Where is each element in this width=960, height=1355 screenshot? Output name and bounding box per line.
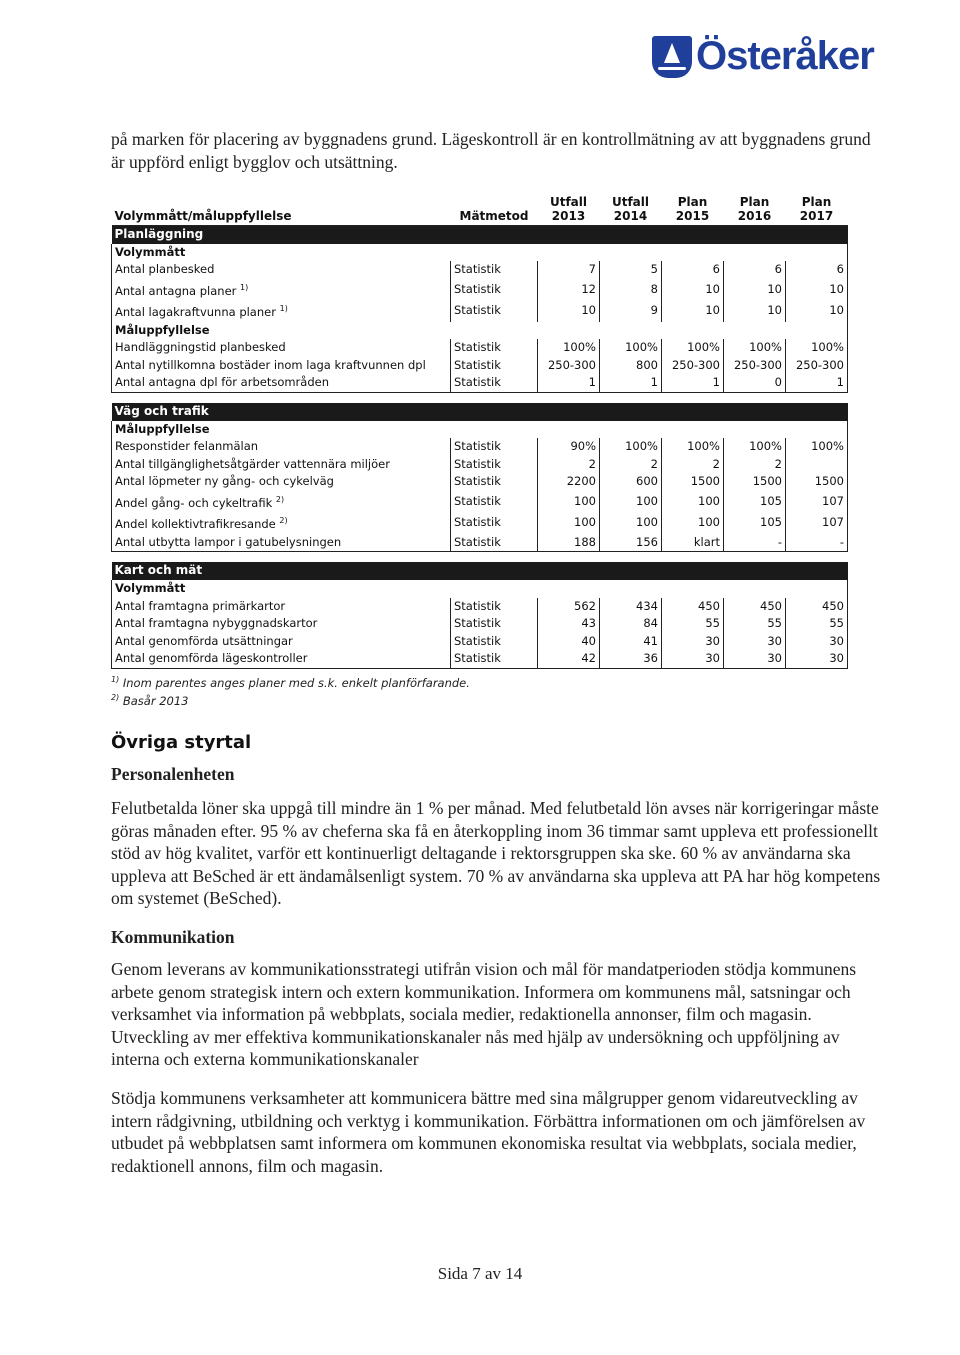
row-value: 450 — [724, 598, 786, 616]
table-header-row — [112, 195, 848, 226]
row-value: 30 — [724, 633, 786, 651]
row-method: Statistik — [451, 633, 538, 651]
row-value: 250-300 — [538, 357, 600, 375]
row-value: 6 — [662, 261, 724, 279]
row-value: 90% — [538, 438, 600, 456]
row-name: Antal utbytta lampor i gatubelysningen — [112, 534, 451, 552]
row-method: Statistik — [451, 456, 538, 474]
row-value: 2 — [538, 456, 600, 474]
row-value: 600 — [600, 473, 662, 491]
kommunikation-text-1: Genom leverans av kommunikationsstrategi utifrån vision och mål för mandatperioden stödja kommunens arbete genom strategisk intern och extern kommunikation. Informera om kommunens mål, satsningar och verksamhet via information på webbplats, sociala medier, redaktionella annonser, film och magasin. Utveckling av mer effektiva kommunikationskanaler nås med hjälp av undersökning och uppföljning av interna och externa kommunikationskanaler — [111, 959, 857, 1069]
row-value: 450 — [786, 598, 848, 616]
logo-text: Österåker — [696, 34, 874, 78]
row-value: 1 — [662, 374, 724, 392]
page-number: Sida 7 av 14 — [437, 1264, 523, 1283]
row-value: 30 — [786, 650, 848, 668]
row-value: 43 — [538, 615, 600, 633]
table-row — [112, 512, 848, 533]
section-title: Planläggning — [112, 226, 848, 244]
row-method: Statistik — [451, 438, 538, 456]
table-row — [112, 261, 848, 279]
group-label-row — [112, 322, 848, 340]
col-header-year: Plan 2017 — [786, 195, 848, 226]
row-method: Statistik — [451, 491, 538, 512]
row-value: 107 — [786, 491, 848, 512]
row-value: 188 — [538, 534, 600, 552]
row-value: 107 — [786, 512, 848, 533]
ovriga-styrtal-heading: Övriga styrtal — [111, 732, 252, 753]
row-value: 250-300 — [786, 357, 848, 375]
col-header-method: Mätmetod — [451, 195, 538, 226]
row-value: 2200 — [538, 473, 600, 491]
row-value: 100% — [724, 438, 786, 456]
row-value: 30 — [662, 633, 724, 651]
row-name: Andel kollektivtrafikresande $^{2)}$ — [112, 512, 451, 533]
row-value: 8 — [600, 279, 662, 300]
table-row — [112, 598, 848, 616]
row-method: Statistik — [451, 300, 538, 321]
row-value: 100% — [600, 438, 662, 456]
row-method: Statistik — [451, 473, 538, 491]
row-value: 100% — [724, 339, 786, 357]
section-spacer — [112, 552, 848, 563]
row-value: 2 — [600, 456, 662, 474]
section-header-row — [112, 403, 848, 421]
group-label: Måluppfyllelse — [112, 421, 848, 439]
row-method: Statistik — [451, 598, 538, 616]
table-row — [112, 438, 848, 456]
col-header-year: Utfall 2013 — [538, 195, 600, 226]
row-value: 42 — [538, 650, 600, 668]
row-name: Antal framtagna primärkartor — [112, 598, 451, 616]
row-value: 1500 — [724, 473, 786, 491]
table-row — [112, 374, 848, 392]
col-header-label: Volymmått/måluppfyllelse — [112, 195, 451, 226]
group-label-row — [112, 244, 848, 262]
kommunikation-heading: Kommunikation — [111, 927, 235, 947]
row-value: 10 — [662, 279, 724, 300]
row-value: 1 — [538, 374, 600, 392]
footnote-2: $^{2)}$ Basår 2013 — [111, 693, 189, 708]
row-method: Statistik — [451, 650, 538, 668]
row-value: 100% — [786, 438, 848, 456]
row-value: 7 — [538, 261, 600, 279]
row-value: 30 — [662, 650, 724, 668]
row-name: Responstider felanmälan — [112, 438, 451, 456]
row-value: 40 — [538, 633, 600, 651]
kpi-table — [111, 195, 848, 669]
row-value: 434 — [600, 598, 662, 616]
table-row — [112, 473, 848, 491]
group-label: Måluppfyllelse — [112, 322, 848, 340]
row-value: 41 — [600, 633, 662, 651]
row-name: Antal lagakraftvunna planer $^{1)}$ — [112, 300, 451, 321]
row-value: 450 — [662, 598, 724, 616]
table-row — [112, 279, 848, 300]
row-value: 9 — [600, 300, 662, 321]
row-value: 100 — [600, 512, 662, 533]
section-title: Väg och trafik — [112, 403, 848, 421]
row-value: 10 — [786, 279, 848, 300]
row-value: 36 — [600, 650, 662, 668]
osteraker-logo — [652, 34, 874, 79]
group-label: Volymmått — [112, 580, 848, 598]
row-name: Antal nytillkomna bostäder inom laga kraftvunnen dpl — [112, 357, 451, 375]
col-header-year: Plan 2015 — [662, 195, 724, 226]
row-value: 10 — [724, 279, 786, 300]
row-value: 5 — [600, 261, 662, 279]
row-name: Antal planbesked — [112, 261, 451, 279]
row-name: Antal antagna planer $^{1)}$ — [112, 279, 451, 300]
row-name: Antal genomförda lägeskontroller — [112, 650, 451, 668]
row-value: 1500 — [662, 473, 724, 491]
row-value: - — [724, 534, 786, 552]
table-row — [112, 357, 848, 375]
table-row — [112, 534, 848, 552]
row-value: 10 — [786, 300, 848, 321]
table-row — [112, 491, 848, 512]
row-value: 100% — [662, 339, 724, 357]
row-method: Statistik — [451, 534, 538, 552]
row-value: 105 — [724, 491, 786, 512]
section-header-row — [112, 226, 848, 244]
row-name: Antal genomförda utsättningar — [112, 633, 451, 651]
row-value: 100% — [662, 438, 724, 456]
row-value: 100% — [600, 339, 662, 357]
row-value: 55 — [724, 615, 786, 633]
table-row — [112, 633, 848, 651]
personalenheten-heading: Personalenheten — [111, 764, 235, 784]
table-row — [112, 650, 848, 668]
row-value: 1 — [786, 374, 848, 392]
row-method: Statistik — [451, 512, 538, 533]
kommunikation-text-2: Stödja kommunens verksamheter att kommunicera bättre med sina målgrupper genom vidareutveckling av intern rådgivning, utbildning och verktyg i kommunikation. Förbättra informationen om och jämförelsen av utbudet på webbplatsen samt informera om kommunen ekonomiska resultat via webbplats, sociala medier, redaktionell annons, film och magasin. — [111, 1088, 866, 1176]
row-value: 100 — [538, 491, 600, 512]
row-name: Andel gång- och cykeltrafik $^{2)}$ — [112, 491, 451, 512]
section-spacer — [112, 393, 848, 404]
table-row — [112, 456, 848, 474]
row-value: 6 — [724, 261, 786, 279]
row-method: Statistik — [451, 374, 538, 392]
row-value: 10 — [538, 300, 600, 321]
row-method: Statistik — [451, 279, 538, 300]
row-value: 55 — [662, 615, 724, 633]
row-value — [786, 456, 848, 474]
table-row — [112, 615, 848, 633]
row-value: 100 — [600, 491, 662, 512]
row-value: - — [786, 534, 848, 552]
row-value: 2 — [662, 456, 724, 474]
row-value: 156 — [600, 534, 662, 552]
group-label-row — [112, 580, 848, 598]
row-value: 1500 — [786, 473, 848, 491]
row-value: 100% — [538, 339, 600, 357]
row-name: Antal tillgänglighetsåtgärder vattennära miljöer — [112, 456, 451, 474]
row-value: 105 — [724, 512, 786, 533]
table-row — [112, 300, 848, 321]
row-value: 562 — [538, 598, 600, 616]
row-value: 100 — [662, 512, 724, 533]
row-name: Handläggningstid planbesked — [112, 339, 451, 357]
group-label: Volymmått — [112, 244, 848, 262]
municipality-shield-boat-icon — [652, 36, 692, 78]
row-value: 0 — [724, 374, 786, 392]
intro-paragraph: på marken för placering av byggnadens grund. Lägeskontroll är en kontrollmätning av att byggnadens grund är uppförd enligt bygglov och utsättning. — [111, 129, 871, 172]
group-label-row — [112, 421, 848, 439]
row-method: Statistik — [451, 357, 538, 375]
table-row — [112, 339, 848, 357]
row-value: 100 — [538, 512, 600, 533]
section-header-row — [112, 562, 848, 580]
col-header-year: Utfall 2014 — [600, 195, 662, 226]
row-name: Antal löpmeter ny gång- och cykelväg — [112, 473, 451, 491]
row-value: klart — [662, 534, 724, 552]
row-method: Statistik — [451, 615, 538, 633]
section-title: Kart och mät — [112, 562, 848, 580]
row-value: 30 — [724, 650, 786, 668]
row-value: 84 — [600, 615, 662, 633]
row-value: 10 — [724, 300, 786, 321]
row-value: 100% — [786, 339, 848, 357]
row-value: 250-300 — [662, 357, 724, 375]
row-value: 250-300 — [724, 357, 786, 375]
row-value: 55 — [786, 615, 848, 633]
row-method: Statistik — [451, 261, 538, 279]
row-value: 12 — [538, 279, 600, 300]
row-value: 30 — [786, 633, 848, 651]
personalenheten-text: Felutbetalda löner ska uppgå till mindre än 1 % per månad. Med felutbetald lön avses när korrigeringar måste göras månaden efter. 95 % av cheferna ska få en återkoppling inom 36 timmar samt uppleva ett professionellt stöd av hög kvalitet, varför ett kontinuerligt deltagande i rektorsgruppen ska ske. 60 % av användarna ska uppleva att BeSched är ett ändamålsenligt system. 70 % av användarna ska uppleva att PA har hög kompetens om systemet (BeSched). — [111, 798, 881, 908]
row-method: Statistik — [451, 339, 538, 357]
footnote-1: $^{1)}$ Inom parentes anges planer med s.k. enkelt planförfarande. — [111, 675, 470, 690]
row-value: 2 — [724, 456, 786, 474]
col-header-year: Plan 2016 — [724, 195, 786, 226]
row-value: 10 — [662, 300, 724, 321]
row-name: Antal antagna dpl för arbetsområden — [112, 374, 451, 392]
row-value: 800 — [600, 357, 662, 375]
row-value: 6 — [786, 261, 848, 279]
row-value: 1 — [600, 374, 662, 392]
row-name: Antal framtagna nybyggnadskartor — [112, 615, 451, 633]
row-value: 100 — [662, 491, 724, 512]
